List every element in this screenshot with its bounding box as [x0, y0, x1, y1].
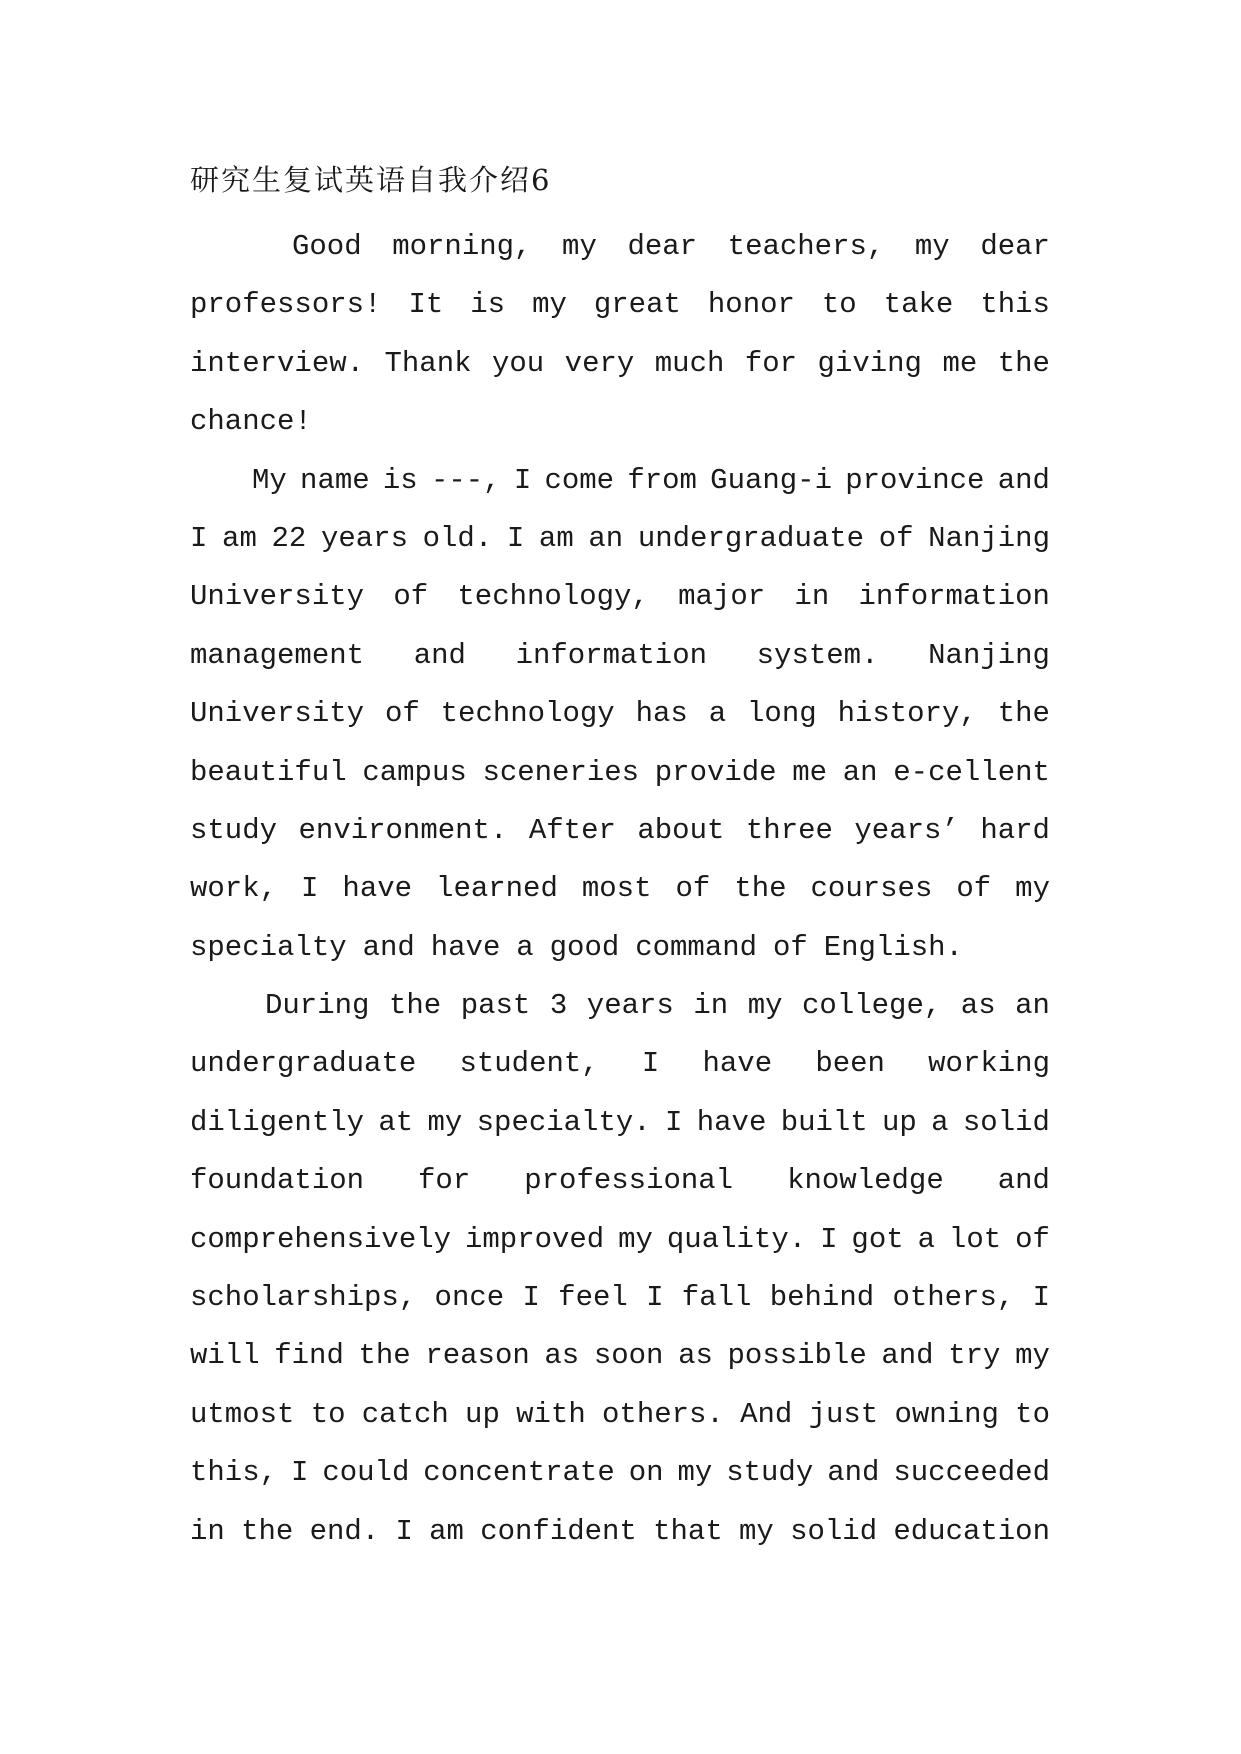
text-line — [190, 802, 1050, 860]
word: will — [190, 1339, 260, 1373]
text-line — [190, 335, 1050, 393]
word: take — [883, 288, 954, 322]
word: great — [593, 288, 681, 322]
word: succeeded — [893, 1456, 1050, 1490]
word: the — [388, 989, 442, 1023]
text-line — [190, 510, 1050, 568]
word: After — [528, 813, 616, 847]
word: confident — [480, 1514, 637, 1548]
text-line — [190, 977, 1050, 1035]
word: am — [429, 1514, 464, 1548]
word: Guang-i — [710, 463, 832, 497]
word: I — [290, 1456, 309, 1490]
word: giving — [817, 346, 922, 380]
word: I — [513, 463, 532, 497]
text-line — [190, 860, 1050, 918]
text-line — [190, 1211, 1050, 1269]
word: for — [418, 1164, 471, 1198]
word: provide — [654, 755, 777, 789]
word: past — [460, 989, 531, 1023]
word: with — [516, 1397, 586, 1431]
word: at — [378, 1105, 414, 1139]
word: the — [358, 1339, 411, 1373]
word: e-cellent — [893, 755, 1050, 789]
word: up — [882, 1105, 917, 1139]
word: feel — [558, 1281, 628, 1315]
word: the — [241, 1514, 294, 1548]
word: my — [739, 1514, 774, 1548]
word: up — [465, 1397, 500, 1431]
word: Nanjing — [928, 521, 1050, 555]
word: system. — [756, 638, 879, 672]
word: name — [300, 463, 370, 497]
word: I — [506, 521, 525, 555]
word: as — [678, 1339, 713, 1373]
word: undergraduate — [190, 1047, 417, 1081]
word: learned — [436, 872, 558, 906]
word: just — [808, 1397, 879, 1431]
word: information — [515, 638, 707, 672]
word: good — [549, 930, 620, 964]
text-line — [190, 1152, 1050, 1210]
word: professors! — [190, 288, 382, 322]
word: I — [395, 1514, 413, 1548]
word: years — [586, 989, 674, 1023]
word: for — [744, 346, 798, 380]
word: come — [544, 463, 615, 497]
word: of — [772, 930, 808, 964]
word: much — [654, 346, 725, 380]
word: and — [881, 1339, 934, 1373]
word: education — [893, 1514, 1050, 1548]
word: the — [734, 872, 787, 906]
word: this, — [190, 1456, 278, 1490]
word: try — [948, 1339, 1001, 1373]
word: honor — [707, 288, 795, 322]
word: end. — [309, 1514, 380, 1548]
word: me — [942, 346, 978, 380]
word: in — [794, 580, 830, 614]
document-title: 研究生复试英语自我介绍6 — [190, 163, 552, 197]
word: an — [1015, 989, 1050, 1023]
word: study — [190, 813, 278, 847]
word: have — [702, 1047, 773, 1081]
word: my — [427, 1105, 463, 1139]
word: is — [382, 463, 418, 497]
word: working — [928, 1047, 1050, 1081]
word: that — [653, 1514, 723, 1548]
word: could — [322, 1456, 410, 1490]
word: a — [708, 697, 727, 731]
word: got — [851, 1222, 904, 1256]
word: on — [628, 1456, 664, 1490]
word: my — [914, 230, 950, 263]
text-line — [190, 919, 1050, 977]
word: management — [190, 638, 365, 672]
word: major — [678, 580, 766, 614]
word: work, — [190, 872, 278, 906]
word: My — [252, 463, 287, 497]
word: undergraduate — [637, 521, 865, 555]
text-line — [190, 1035, 1050, 1093]
word: Good — [292, 230, 362, 263]
word: an — [588, 521, 624, 555]
paragraph — [190, 977, 1050, 1561]
word: fall — [681, 1281, 752, 1315]
word: to — [821, 288, 857, 322]
word: three — [745, 813, 833, 847]
word: dear — [980, 230, 1050, 263]
word: University — [190, 697, 365, 731]
word: sceneries — [482, 755, 640, 789]
word: have — [696, 1105, 767, 1139]
word: foundation — [190, 1164, 365, 1198]
word: my — [747, 989, 783, 1023]
word: as — [544, 1339, 580, 1373]
word: and — [997, 1164, 1050, 1198]
word: University — [190, 580, 365, 614]
word: and — [827, 1456, 880, 1490]
text-line — [190, 568, 1050, 626]
word: specialty — [190, 930, 347, 964]
word: have — [342, 872, 413, 906]
word: owning — [894, 1397, 999, 1431]
word: of — [384, 697, 420, 731]
word: my — [618, 1222, 653, 1256]
word: lot — [948, 1222, 1002, 1256]
word: of — [393, 580, 429, 614]
word: technology, — [457, 580, 649, 614]
text-line — [190, 685, 1050, 743]
text-line — [190, 1503, 1050, 1561]
word: find — [274, 1339, 344, 1373]
text-line — [190, 627, 1050, 685]
word: chance! — [190, 405, 312, 439]
word: old. — [422, 521, 493, 555]
word: a — [917, 1222, 935, 1256]
word: environment. — [298, 813, 508, 847]
text-line — [190, 1269, 1050, 1327]
word: this — [980, 288, 1050, 322]
word: Thank — [384, 346, 472, 380]
word: me — [792, 755, 828, 789]
word: professional — [524, 1164, 734, 1198]
word: information — [858, 580, 1050, 614]
word: of — [956, 872, 992, 906]
text-line — [190, 218, 1050, 276]
word: courses — [810, 872, 933, 906]
word: am — [538, 521, 574, 555]
word: most — [581, 872, 652, 906]
document-body — [190, 218, 1050, 1561]
word: ---, — [430, 463, 501, 497]
word: I — [522, 1281, 540, 1315]
text-line — [190, 744, 1050, 802]
text-line — [190, 1444, 1050, 1502]
word: behind — [769, 1281, 875, 1315]
word: And — [740, 1397, 793, 1431]
word: It — [408, 288, 444, 322]
word: my — [1015, 1339, 1050, 1373]
word: once — [434, 1281, 505, 1315]
word: teachers, — [727, 230, 885, 263]
word: built — [780, 1105, 868, 1139]
word: and — [362, 930, 415, 964]
word: quality. — [666, 1222, 807, 1256]
word: I — [665, 1105, 683, 1139]
word: and — [413, 638, 466, 672]
word: knowledge — [787, 1164, 944, 1198]
word: a — [516, 930, 534, 964]
word: improved — [464, 1222, 605, 1256]
word: During — [265, 989, 370, 1023]
word: is — [470, 288, 506, 322]
word: my — [532, 288, 567, 322]
word: years’ — [854, 813, 959, 847]
word: and — [997, 463, 1050, 497]
paragraph — [190, 452, 1050, 978]
word: Nanjing — [928, 638, 1050, 672]
word: I — [1032, 1281, 1050, 1315]
word: in — [190, 1514, 225, 1548]
text-line — [190, 1094, 1050, 1152]
word: to — [1015, 1397, 1050, 1431]
word: my — [1015, 872, 1050, 906]
word: technology — [440, 697, 615, 731]
word: English. — [823, 930, 963, 964]
word: beautiful — [190, 755, 347, 789]
text-line — [190, 276, 1050, 334]
word: am — [222, 521, 257, 555]
word: long — [747, 697, 817, 731]
word: morning, — [392, 230, 532, 263]
word: I — [301, 872, 319, 906]
word: my — [562, 230, 597, 263]
word: have — [430, 930, 501, 964]
word: college, — [802, 989, 942, 1023]
text-line — [190, 1386, 1050, 1444]
word: dear — [627, 230, 698, 263]
word: specialty. — [476, 1105, 651, 1139]
word: has — [635, 697, 688, 731]
word: you — [491, 346, 545, 380]
word: possible — [727, 1339, 867, 1373]
word: been — [815, 1047, 885, 1081]
word: to — [310, 1397, 346, 1431]
word: 3 — [549, 989, 568, 1023]
word: command — [635, 930, 758, 964]
word: solid — [962, 1105, 1050, 1139]
word: in — [693, 989, 729, 1023]
word: history, — [837, 697, 977, 731]
word: others. — [602, 1397, 724, 1431]
word: as — [960, 989, 996, 1023]
word: of — [878, 521, 914, 555]
word: 22 — [271, 521, 307, 555]
text-line — [190, 393, 1050, 451]
word: I — [820, 1222, 838, 1256]
word: campus — [362, 755, 467, 789]
word: the — [997, 346, 1050, 380]
word: about — [637, 813, 725, 847]
text-line — [190, 452, 1050, 510]
word: student, — [459, 1047, 599, 1081]
word: catch — [361, 1397, 449, 1431]
word: the — [997, 697, 1050, 731]
paragraph — [190, 218, 1050, 452]
word: I — [641, 1047, 660, 1081]
word: concentrate — [423, 1456, 615, 1490]
word: others, — [892, 1281, 1015, 1315]
word: comprehensively — [190, 1222, 452, 1256]
word: solid — [790, 1514, 878, 1548]
word: study — [726, 1456, 814, 1490]
word: province — [845, 463, 985, 497]
word: interview. — [190, 346, 365, 380]
word: utmost — [190, 1397, 295, 1431]
word: diligently — [190, 1105, 365, 1139]
text-line — [190, 1327, 1050, 1385]
word: I — [646, 1281, 664, 1315]
word: reason — [425, 1339, 530, 1373]
word: very — [564, 346, 635, 380]
word: my — [677, 1456, 713, 1490]
word: a — [931, 1105, 949, 1139]
word: of — [1015, 1222, 1050, 1256]
word: an — [842, 755, 878, 789]
word: I — [190, 521, 208, 555]
word: scholarships, — [190, 1281, 417, 1315]
word: of — [675, 872, 711, 906]
word: from — [627, 463, 697, 497]
word: hard — [980, 813, 1050, 847]
word: years — [320, 521, 408, 555]
word: soon — [593, 1339, 664, 1373]
